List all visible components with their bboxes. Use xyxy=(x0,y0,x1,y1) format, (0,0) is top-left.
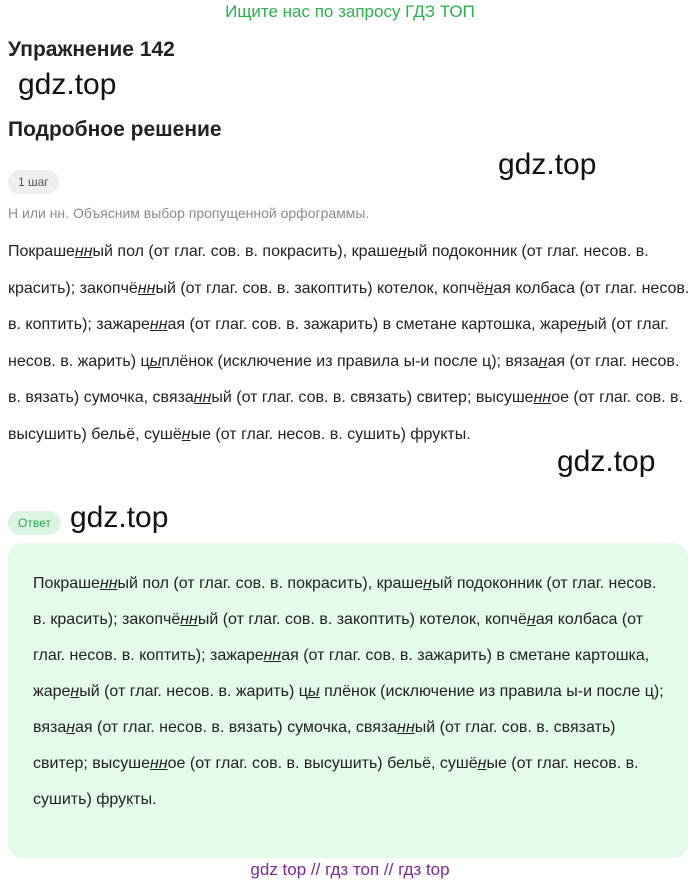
answer-text: Покрашенный пол (от глаг. сов. в. покрасить), крашеный подоконник (от глаг. несов. в. красить); закопчённый (от глаг. сов. в. закоптить) котелок, копчёная колбаса (от глаг. несов. в. коптить); зажаренная (от глаг. сов. в. зажарить) в сметане картошка, жареный (от глаг. несов. в. жарить) цы плёнок (исключение из правила ы-и после ц); вязаная (от глаг. несов. в. вязать) сумочка, связанный (от глаг. сов. в. связать) свитер; высушенное (от глаг. сов. в. высушить) бельё, сушёные (от глаг. несов. в. сушить) фрукты. xyxy=(33,575,664,808)
watermark: gdz.top xyxy=(18,68,117,101)
footer-links: gdz top // гдз топ // гдз top xyxy=(250,860,450,879)
watermark: gdz.top xyxy=(70,501,169,534)
step-description: Н или нн. Объясним выбор пропущенной орфограммы. xyxy=(8,205,370,221)
watermark: gdz.top xyxy=(557,445,656,478)
search-banner: Ищите нас по запросу ГДЗ ТОП xyxy=(225,2,475,21)
solution-text: Покрашенный пол (от глаг. сов. в. покрасить), крашеный подоконник (от глаг. несов. в. красить); закопчённый (от глаг. сов. в. закоптить) котелок, копчёная колбаса (от глаг. несов. в. коптить); зажаренная (от глаг. сов. в. зажарить) в сметане картошка, жареный (от глаг. несов. в. жарить) цыплёнок (исключение из правила ы-и после ц); вязаная (от глаг. несов. в. вязать) сумочка, связанный (от глаг. сов. в. связать) свитер; высушенное (от глаг. сов. в. высушить) бельё, сушёные (от глаг. несов. в. сушить) фрукты. xyxy=(8,243,690,443)
solution-title: Подробное решение xyxy=(8,118,222,141)
answer-badge: Ответ xyxy=(8,511,61,535)
step-badge: 1 шаг xyxy=(8,170,59,194)
watermark: gdz.top xyxy=(498,148,597,181)
exercise-title: Упражнение 142 xyxy=(8,38,175,61)
